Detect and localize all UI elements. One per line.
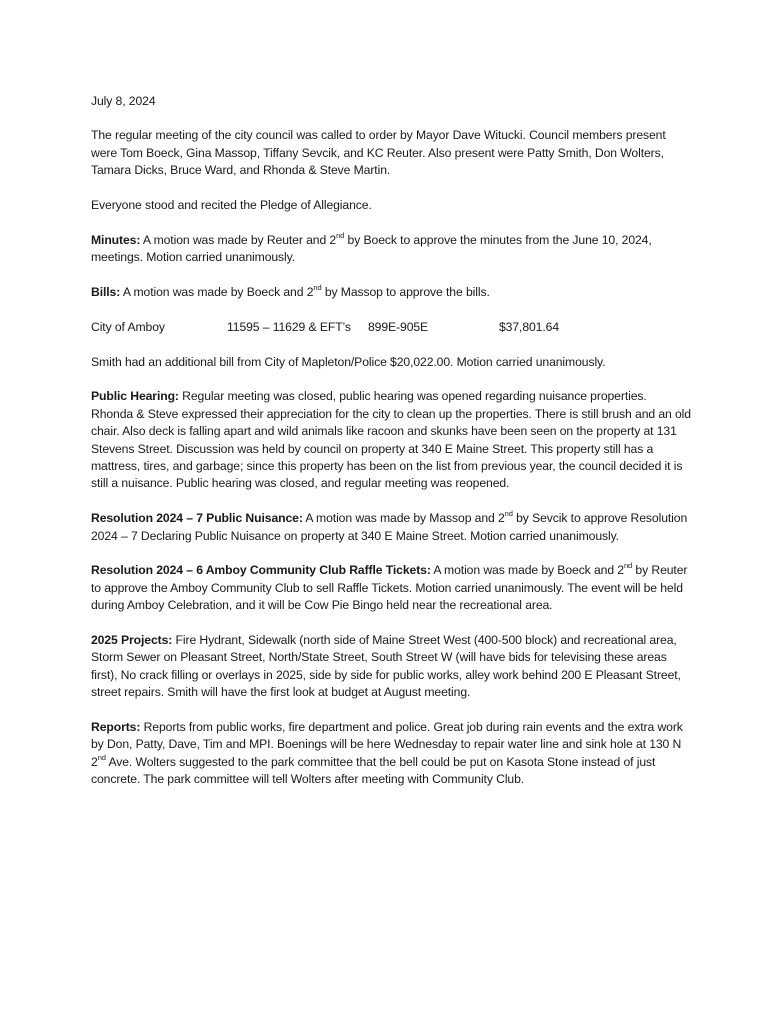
bills-section — [91, 284, 691, 301]
pledge-paragraph: Everyone stood and recited the Pledge of Allegiance. — [91, 198, 372, 213]
projects-2025-heading: 2025 Projects: — [91, 633, 173, 648]
bills-ordinal: nd — [313, 282, 322, 292]
reports-text-a: Reports from public works, fire department and police. Great job during rain events and the extra work by Don, Patty, Dave, Tim and MPI. Boenings will be here Wednesday to repair water line and sink hole at 130 N 2 — [91, 720, 683, 769]
resolution-7-section — [91, 510, 691, 545]
reports-section — [91, 719, 691, 789]
public-hearing-text: Regular meeting was closed, public hearing was opened regarding nuisance properties. Rhonda & Steve expressed their appreciation for the city to clean up the properties. There is still brush and an old chair. Also deck is falling apart and wild animals like racoon and skunks have been seen on the property at 131 Stevens Street. Discussion was held by council on property at 340 E Maine Street. This property still has a mattress, tires, and garbage; since this property has been on the list from previous year, the council decided it is still a nuisance. Public hearing was closed, and regular meeting was reopened. — [91, 389, 691, 491]
public-hearing-section — [91, 388, 691, 492]
resolution-6-text-a: A motion was made by Boeck and 2 — [430, 563, 624, 578]
resolution-6-ordinal: nd — [623, 561, 633, 571]
bills-heading: Bills: — [91, 285, 121, 300]
resolution-7-text-b: by Sevcik to approve Resolution 2024 – 7 Declaring Public Nuisance on property at 340 E Maine Street. Motion carried unanimously. — [91, 511, 688, 543]
bills-text-a: A motion was made by Boeck and 2 — [120, 285, 314, 300]
minutes-section — [91, 232, 691, 267]
minutes-text-a: A motion was made by Reuter and 2 — [140, 232, 337, 247]
meeting-date: July 8, 2024 — [91, 94, 156, 108]
minutes-text-b: by Boeck to approve the minutes from the June 10, 2024, meetings. Motion carried unanimously. — [91, 232, 652, 265]
resolution-6-text-b: by Reuter to approve the Amboy Community Club to sell Raffle Tickets. Motion carried unanimously. The event will be held during Amboy Celebration, and it will be Cow Pie Bingo held near the recreational area. — [91, 563, 688, 613]
projects-2025-text: Fire Hydrant, Sidewalk (north side of Maine Street West (400-500 block) and recreational area, Storm Sewer on Pleasant Street, North/State Street, South Street W (will have bids for televising these areas first), No crack filling or overlays in 2025, side by side for public works, alley work behind 200 E Pleasant Street, street repairs. Smith will have the first look at budget at August meeting. — [91, 633, 681, 700]
resolution-7-heading: Resolution 2024 – 7 Public Nuisance: — [91, 511, 303, 526]
minutes-heading: Minutes: — [91, 232, 141, 247]
additional-bill-paragraph: Smith had an additional bill from City of Mapleton/Police $20,022.00. Motion carried unanimously. — [91, 354, 606, 369]
opening-paragraph: The regular meeting of the city council was called to order by Mayor Dave Witucki. Council members present were Tom Boeck, Gina Massop, Tiffany Sevcik, and KC Reuter. Also present were Patty Smith, Don Wolters, Tamara Dicks, Bruce Ward, and Rhonda & Steve Martin. — [91, 128, 666, 178]
resolution-7-ordinal: nd — [504, 509, 513, 519]
bill-payee: City of Amboy — [91, 319, 165, 334]
minutes-ordinal: nd — [336, 230, 345, 240]
resolution-7-text-a: A motion was made by Massop and 2 — [302, 511, 505, 526]
projects-2025-section — [91, 632, 691, 702]
minutes-document — [91, 93, 691, 806]
reports-heading: Reports: — [91, 720, 141, 735]
resolution-6-heading: Resolution 2024 – 6 Amboy Community Club Raffle Tickets: — [91, 563, 431, 578]
bill-row — [91, 319, 691, 336]
reports-ordinal: nd — [97, 752, 106, 762]
bill-eft-range: 899E-905E — [368, 319, 429, 334]
bill-amount: $37,801.64 — [499, 319, 559, 334]
bills-text-b: by Massop to approve the bills. — [321, 285, 490, 300]
resolution-6-section — [91, 562, 691, 614]
bill-check-range: 11595 – 11629 & EFT’s — [227, 319, 351, 334]
public-hearing-heading: Public Hearing: — [91, 389, 179, 404]
reports-text-b: Ave. Wolters suggested to the park committee that the bell could be put on Kasota Stone instead of just concrete. The park committee will tell Wolters after meeting with Community Club. — [91, 754, 656, 787]
